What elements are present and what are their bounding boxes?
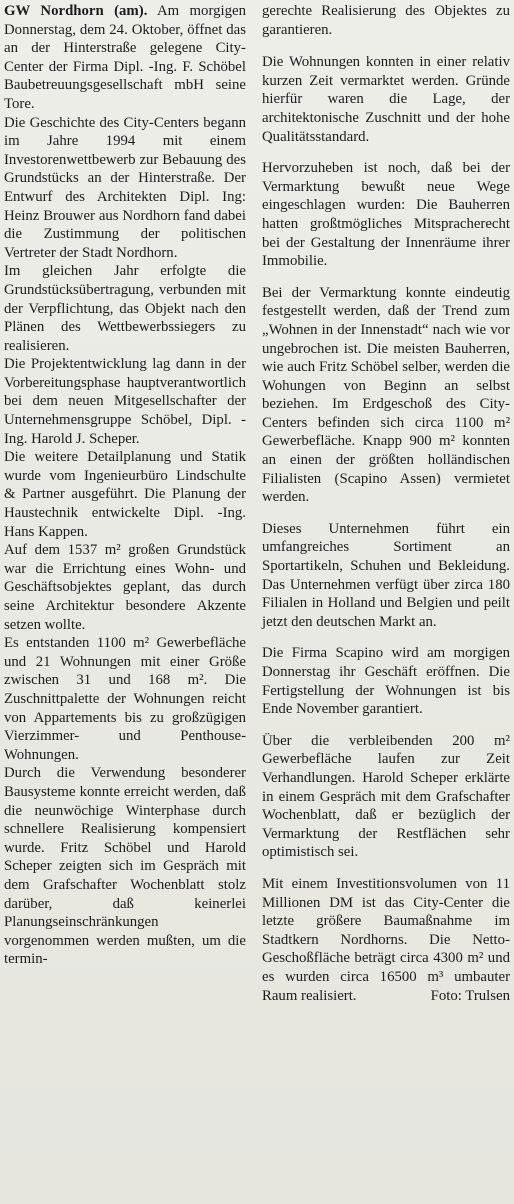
left-column <box>4 2 246 969</box>
paragraph-transfer: Im gleichen Jahr erfolgte die Grundstücksübertragung, verbunden mit der Verpflichtung, das Objekt nach den Plänen des Wettbewerbssiegers zu realisieren. <box>4 263 246 354</box>
photo-credit: Foto: Trulsen <box>430 987 510 1004</box>
paragraph-text: Am morgigen Donnerstag, dem 24. Oktober, öffnet das an der Hinterstraße gelegene City-Center der Firma Dipl. -Ing. F. Schöbel Baubetreuungsgesellschaft mbH seine Tore. <box>4 3 246 112</box>
paragraph-marketing: Die Wohnungen konnten in einer relativ kurzen Zeit vermarktet werden. Gründe hierfür waren die Lage, der architektonische Zuschnitt und der hohe Qualitätsstandard. <box>262 54 510 145</box>
paragraph-construction: Durch die Verwendung besonderer Bausysteme konnte erreicht werden, daß die neunwöchige Winterphase durch schnellere Realisierung kompensiert wurde. Fritz Schöbel und Harold Scheper zeigten sich im Gespräch mit dem Grafschafter Wochenblatt stolz darüber, daß keinerlei Planungseinschränkungen vorgenommen werden mußten, um die termin- <box>4 765 246 968</box>
paragraph-remaining: Über die verbleibenden 200 m² Gewerbefläche laufen zur Zeit Verhandlungen. Harold Scheper erklärte in einem Gespräch mit dem Grafschafter Wochenblatt, daß er bezüglich der Vermarktung der Restflächen sehr optimistisch sei. <box>262 732 510 861</box>
paragraph-intro <box>4 2 246 114</box>
dateline: GW Nordhorn (am). <box>4 3 148 19</box>
paragraph-planning: Die weitere Detailplanung und Statik wurde vom Ingenieurbüro Lindschulte & Partner ausgeführt. Die Planung der Haustechnik entwickelte Dipl. -Ing. Hans Kappen. <box>4 449 246 540</box>
paragraph-scapino: Dieses Unternehmen führt ein umfangreiches Sortiment an Sportartikeln, Schuhen und Bekleidung. Das Unternehmen verfügt über zirca 180 Filialen in Holland und Belgien und peilt jetzt den deutschen Markt an. <box>262 520 510 630</box>
paragraph-investment <box>262 875 510 1005</box>
paragraph-continuation: gerechte Realisierung des Objektes zu garantieren. <box>262 3 510 38</box>
paragraph-trend: Bei der Vermarktung konnte eindeutig festgestellt werden, daß der Trend zum „Wohnen in der Innenstadt“ nach wie vor ungebrochen ist. Die meisten Bauherren, wie auch Fritz Schöbel selber, werden die Wohungen von Beginn an selbst beziehen. Im Erdgeschoß des City-Centers befinden sich circa 1100 m² Gewerbefläche. Knapp 900 m² konnten an einen der größten holländischen Filialisten (Scapino Assen) vermietet werden. <box>262 284 510 506</box>
paragraph-apartments: Es entstanden 1100 m² Gewerbefläche und 21 Wohnungen mit einer Größe zwischen 31 und 168 m². Die Zuschnittpalette der Wohnungen reicht von Appartements bis zu großzügigen Vierzimmer- und Penthouse-Wohnungen. <box>4 635 246 763</box>
paragraph-history: Die Geschichte des City-Centers begann im Jahre 1994 mit einem Investorenwettbewerb zur Bebauung des Grundstücks an der Hinterstraße. Der Entwurf des Architekten Dipl. Ing: Heinz Brouwer aus Nordhorn fand dabei die Zustimmung der politischen Vertreter der Stadt Nordhorn. <box>4 114 246 261</box>
right-column <box>262 2 510 1018</box>
paragraph-text: Mit einem Investitionsvolumen von 11 Millionen DM ist das City-Center die letzte größere Baumaßnahme im Stadtkern Nordhorns. Die Netto-Geschoßfläche beträgt circa 4300 m² und es wurden circa 16500 m³ umbauter Raum realisiert. <box>262 875 510 1004</box>
paragraph-plot: Auf dem 1537 m² großen Grundstück war die Errichtung eines Wohn- und Geschäftsobjektes geplant, das durch seine Architektur besondere Akzente setzen wollte. <box>4 542 246 633</box>
paragraph-opening: Die Firma Scapino wird am morgigen Donnerstag ihr Geschäft eröffnen. Die Fertigstellung der Wohnungen ist bis Ende November garantiert. <box>262 645 510 718</box>
paragraph-development: Die Projektentwicklung lag dann in der Vorbereitungsphase hauptverantwortlich bei dem neuen Mitgesellschafter der Unternehmensgruppe Schöbel, Dipl. -Ing. Harold J. Scheper. <box>4 356 246 447</box>
paragraph-new-ways: Hervorzuheben ist noch, daß bei der Vermarktung bewußt neue Wege eingeschlagen wurden: Die Bauherren hatten großtmögliches Mitspracherecht bei der Gestaltung der Innenräume ihrer Immobilie. <box>262 160 510 270</box>
